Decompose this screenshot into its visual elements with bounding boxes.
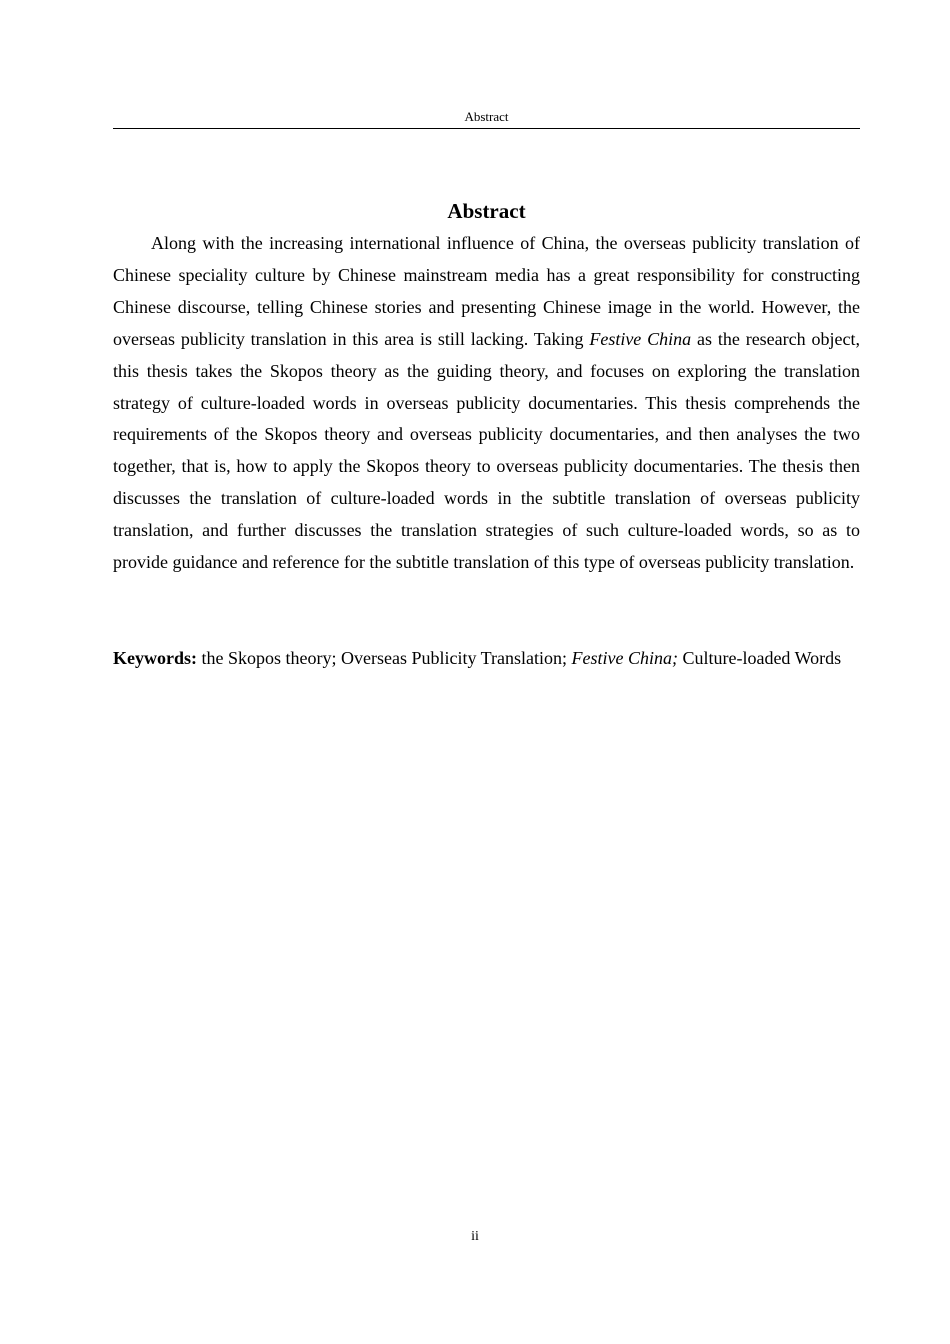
- page-title: Abstract: [447, 199, 526, 223]
- abstract-documentary-title: Festive China: [589, 328, 692, 349]
- keywords-text-part1: the Skopos theory; Overseas Publicity Translation;: [201, 648, 572, 668]
- running-header-title: Abstract: [464, 109, 509, 124]
- abstract-text-part2: as the research object, this thesis takes the Skopos theory as the guiding theory, and focuses on exploring the translation strategy of culture-loaded words in overseas publicity documentaries. This thesis comprehends the requirements of the Skopos theory and overseas publicity documentaries, and then analyses the two together, that is, how to apply the Skopos theory to overseas publicity documentaries. The thesis then discusses the translation of culture-loaded words in the subtitle translation of overseas publicity translation, and further discusses the translation strategies of such culture-loaded words, so as to provide guidance and reference for the subtitle translation of this type of overseas publicity translation.: [113, 328, 860, 573]
- abstract-text-part1: Along with the increasing international influence of China, the overseas publicity translation of Chinese speciality culture by Chinese mainstream media has a great responsibility for constructing Chinese discourse, telling Chinese stories and presenting Chinese image in the world. However, the overseas publicity translation in this area is still lacking. Taking: [113, 233, 860, 349]
- running-header: [113, 108, 860, 129]
- keywords-label: Keywords:: [113, 648, 197, 668]
- keywords-documentary-title: Festive China;: [571, 648, 678, 668]
- page-number: ii: [471, 1229, 479, 1244]
- keywords-text-part2: Culture-loaded Words: [677, 648, 842, 668]
- keywords-line: [113, 643, 877, 675]
- abstract-paragraph: [113, 228, 860, 579]
